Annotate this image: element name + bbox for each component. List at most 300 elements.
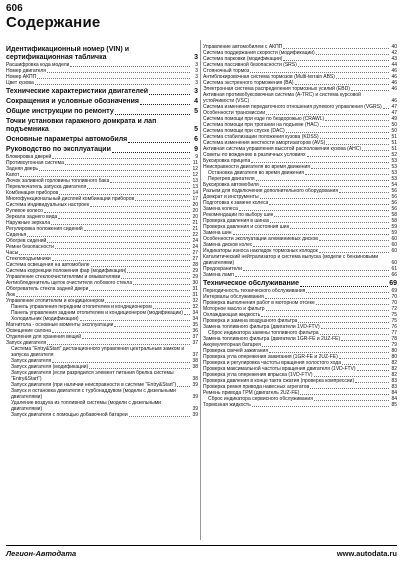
toc-page-number: 61: [391, 266, 397, 272]
toc-entry-title: Противоугонная система: [6, 160, 64, 166]
toc-dot-leader: [19, 254, 190, 255]
toc-page-number: 3: [195, 80, 198, 86]
toc-page-number: 46: [391, 80, 397, 86]
column-divider: [200, 40, 201, 540]
toc-entry-title: Особенности эксплуатации алюминиевых дисков: [203, 236, 318, 242]
toc-entry-title: Обогрев сидений: [6, 238, 47, 244]
toc-page-number: 78: [391, 336, 397, 342]
toc-entry[interactable]: [203, 254, 397, 266]
toc-dot-leader: [55, 248, 190, 249]
toc-dot-leader: [127, 272, 190, 273]
toc-page-number: 53: [391, 176, 397, 182]
toc-page-number: 70: [391, 300, 397, 306]
toc-entry-title: Сиденья: [6, 232, 27, 238]
toc-dot-leader: [256, 180, 389, 181]
toc-dot-leader: [91, 266, 190, 267]
toc-dot-leader: [311, 168, 389, 169]
toc-dot-leader: [306, 292, 389, 293]
toc-entry-title: Проверка угла опережения зажигания (1GR-FE и 2UZ-FE): [203, 354, 338, 360]
toc-entry-title: Проверка давления и состояния шин: [203, 224, 290, 230]
toc-dot-leader: [286, 132, 389, 133]
toc-entry-title: Проверка ремня привода навесных агрегатов: [203, 384, 310, 390]
toc-entry-title: Проверка давления в шинах: [203, 218, 270, 224]
toc-dot-leader: [298, 322, 389, 323]
toc-page-number: 12: [192, 172, 198, 178]
toc-entry-title: Антиобледенитель щеток очистителя лобового стекла: [6, 280, 133, 286]
toc-dot-leader: [342, 364, 389, 365]
toc-page-number: 56: [391, 200, 397, 206]
toc-page-number: 9: [195, 154, 198, 160]
toc-entry-title: Система пассивной безопасности (SRS): [203, 62, 297, 68]
toc-entry[interactable]: [203, 402, 397, 408]
footer-publisher: Легион-Автодата: [6, 549, 77, 558]
toc-dot-leader: [339, 192, 389, 193]
toc-page-number: 70: [391, 294, 397, 300]
toc-page-number: 79: [391, 342, 397, 348]
toc-page-number: 52: [391, 152, 397, 158]
toc-page-number: 29: [192, 274, 198, 280]
toc-dot-leader: [310, 388, 389, 389]
toc-entry-title: Антиблокировочная система тормозов (Multi-terrain ABS): [203, 74, 335, 80]
toc-dot-leader: [260, 198, 389, 199]
toc-dot-leader: [362, 150, 389, 151]
toc-dot-leader: [298, 66, 389, 67]
toc-page-number: 60: [391, 242, 397, 248]
toc-page-number: 27: [192, 256, 198, 262]
toc-dot-leader: [283, 60, 389, 61]
toc-page-number: 3: [195, 74, 198, 80]
toc-entry-title: Проверка выполнения работ в моторном отсеке: [203, 300, 315, 306]
toc-entry-title: Ремни безопасности: [6, 244, 54, 250]
toc-page-number: 14: [192, 190, 198, 196]
toc-entry-title: Переключатель запуска двигателя: [6, 184, 87, 190]
footer-website[interactable]: www.autodata.ru: [336, 549, 397, 558]
toc-page-number: 39: [192, 382, 198, 388]
toc-page-number: 11: [192, 160, 198, 166]
toc-page-number: 27: [192, 250, 198, 256]
toc-dot-leader: [70, 66, 190, 67]
toc-page-number: 50: [391, 128, 397, 134]
toc-entry-title: Система “Entry&Start” дистанционного управления центральным замком и запуска двигателя: [11, 346, 185, 358]
toc-section-heading[interactable]: [6, 108, 198, 116]
toc-page-number: 17: [192, 196, 198, 202]
toc-entry-title: Электронная система распределения тормозных усилий (EBD): [203, 86, 350, 92]
toc-page-number: 9: [194, 146, 198, 153]
toc-dot-leader: [133, 284, 190, 285]
toc-entry-title: Предохранители: [203, 266, 242, 272]
toc-dot-leader: [105, 302, 190, 303]
toc-page-number: 59: [391, 224, 397, 230]
toc-dot-leader: [339, 358, 389, 359]
toc-dot-leader: [326, 144, 389, 145]
toc-dot-leader: [341, 340, 389, 341]
toc-dot-leader: [239, 210, 389, 211]
toc-entry-title: Система освещения на автомобиле: [6, 262, 90, 268]
toc-dot-leader: [305, 174, 389, 175]
toc-entry[interactable]: [6, 400, 198, 412]
toc-entry-title: Сброс индикатора сервисного обслуживания: [208, 396, 313, 402]
toc-entry-title: Технические характеристики двигателей: [6, 88, 149, 95]
toc-entry-title: Запуск двигателя (модификации): [11, 364, 89, 370]
toc-entry-title: Система индивидуальных настроек: [6, 202, 90, 208]
toc-dot-leader: [320, 138, 389, 139]
toc-page-number: 53: [391, 158, 397, 164]
toc-page-number: 82: [391, 372, 397, 378]
toc-section-heading[interactable]: [6, 118, 198, 134]
toc-dot-leader: [121, 278, 190, 279]
toc-entry[interactable]: [6, 412, 198, 418]
page-number: 606: [6, 3, 23, 14]
toc-page-number: 60: [391, 236, 397, 242]
toc-entry[interactable]: [6, 388, 198, 400]
toc-entry-title: Цвет кузова: [6, 80, 34, 86]
toc-page-number: 49: [391, 116, 397, 122]
toc-page-number: 58: [391, 212, 397, 218]
toc-dot-leader: [65, 164, 190, 165]
toc-page-number: 39: [192, 406, 198, 412]
toc-entry-title: Идентификационный номер (VIN) и сертификационная табличка: [6, 46, 129, 61]
toc-entry-title: Проверка давления в конце такта сжатия (проверка компрессии): [203, 378, 355, 384]
toc-entry-title: Управление отопителем и кондиционером: [6, 298, 105, 304]
toc-entry-title: Номер двигателя: [6, 68, 47, 74]
toc-entry-title: Отделения для хранения вещей: [6, 334, 82, 340]
toc-entry-title: Каталитический нейтрализатор и система выпуска (модели с бензиновыми двигателями): [203, 254, 379, 266]
toc-left-column: [6, 44, 198, 418]
toc-dot-leader: [283, 48, 389, 49]
toc-page-number: 13: [192, 184, 198, 190]
toc-page-number: 59: [391, 230, 397, 236]
toc-entry-title: Перегрев двигателя: [208, 176, 255, 182]
toc-page-number: 24: [192, 244, 198, 250]
toc-entry-title: Проверка угла опережения впрыска (1VD-FTV): [203, 372, 313, 378]
toc-entry-title: Интервалы обслуживания: [203, 294, 264, 300]
toc-entry-title: Советы по вождению в различных условиях: [203, 152, 306, 158]
toc-entry-title: Подготовка к замене колеса: [203, 200, 269, 206]
toc-entry-title: Проверка максимальной частоты вращения двигателя (1VD-FTV): [203, 366, 356, 372]
toc-entry-title: Лючок заливной горловины топливного бака: [6, 178, 110, 184]
toc-entry-title: Управление автомобилем с АКПП: [203, 44, 283, 50]
toc-right-column: [203, 44, 397, 408]
toc-entry-title: Неисправности двигателя во время движения: [203, 164, 311, 170]
toc-page-number: 75: [391, 312, 397, 318]
toc-page-number: 3: [195, 62, 198, 68]
toc-entry-title: Система экстренного торможения (BA): [203, 80, 294, 86]
toc-dot-leader: [357, 370, 389, 371]
toc-section-heading[interactable]: [6, 146, 198, 154]
toc-entry-title: Зеркала заднего вида: [6, 214, 58, 220]
toc-entry-title: Замена топливного фильтра (двигатели 1VD-FTV): [203, 324, 320, 330]
toc-entry-title: Холодильник (модификации): [11, 316, 79, 322]
toc-entry-title: Буксировка прицепа: [203, 158, 251, 164]
toc-page-number: 39: [192, 412, 198, 418]
toc-page-number: 21: [192, 226, 198, 232]
toc-page-number: 53: [391, 170, 397, 176]
toc-entry-title: Система поддержания скорости (модификации): [203, 50, 315, 56]
toc-section-heading[interactable]: [203, 280, 397, 288]
toc-entry-title: Стеклоподъемники: [6, 256, 51, 262]
toc-entry-title: Стояночный тормоз: [203, 68, 250, 74]
toc-dot-leader: [149, 94, 190, 95]
toc-entry-title: Сброс индикатора замены топливного фильтра: [208, 330, 319, 336]
toc-entry[interactable]: [203, 272, 397, 278]
toc-entry-title: Люк: [6, 292, 16, 298]
toc-entry-title: Проверка и замена воздушного фильтра: [203, 318, 298, 324]
toc-page-number: 31: [192, 292, 198, 298]
toc-dot-leader: [351, 90, 389, 91]
toc-entry-title: Комбинация приборов: [6, 190, 59, 196]
toc-page-number: 31: [192, 286, 198, 292]
toc-dot-leader: [383, 108, 389, 109]
toc-dot-leader: [20, 176, 190, 177]
toc-dot-leader: [336, 78, 389, 79]
toc-dot-leader: [90, 206, 190, 207]
toc-page-number: 51: [391, 140, 397, 146]
toc-section-heading[interactable]: [6, 98, 198, 106]
toc-page-number: 34: [192, 316, 198, 322]
toc-dot-leader: [89, 290, 190, 291]
toc-dot-leader: [320, 334, 389, 335]
toc-entry-title: Буксировка автомобиля: [203, 182, 259, 188]
toc-page-number: 46: [391, 98, 397, 104]
toc-dot-leader: [89, 368, 190, 369]
toc-page-number: 82: [391, 360, 397, 366]
toc-entry-title: Управление стеклоочистителями и омывателями: [6, 274, 121, 280]
toc-dot-leader: [110, 182, 190, 183]
toc-dot-leader: [47, 72, 190, 73]
toc-dot-leader: [177, 386, 190, 387]
toc-entry-title: Система изменения передаточного отношения рулевого управления (VGRS): [203, 104, 382, 110]
toc-page-number: 35: [192, 322, 198, 328]
toc-dot-leader: [52, 158, 190, 159]
toc-dot-leader: [250, 72, 389, 73]
toc-dot-leader: [266, 310, 389, 311]
toc-page-number: 38: [192, 376, 198, 382]
toc-entry-title: Капот: [6, 172, 20, 178]
toc-page-number: 3: [195, 68, 198, 74]
toc-page-number: 37: [192, 352, 198, 358]
toc-entry-title: Замена топливного фильтра (двигатели 1GR-FE и 2UZ-FE): [203, 336, 341, 342]
toc-entry-title: Панель управления передним отопителем и кондиционером: [11, 304, 152, 310]
toc-dot-leader: [260, 186, 389, 187]
toc-entry[interactable]: [6, 80, 198, 86]
toc-entry-title: Система помощи при трогании на подъеме (HAC): [203, 122, 319, 128]
toc-entry-title: Номер АКПП: [6, 74, 37, 80]
toc-page-number: 13: [192, 178, 198, 184]
toc-page-number: 6: [194, 136, 198, 143]
toc-page-number: 58: [391, 218, 397, 224]
toc-dot-leader: [87, 188, 190, 189]
toc-entry-title: Замена шин: [203, 230, 232, 236]
toc-dot-leader: [253, 246, 389, 247]
toc-page-number: 43: [391, 56, 397, 62]
toc-page-number: 38: [192, 364, 198, 370]
toc-page-number: 76: [391, 324, 397, 330]
toc-section-heading[interactable]: [6, 46, 198, 62]
toc-page-number: 38: [192, 358, 198, 364]
toc-entry-title: Запуск двигателя (если разрядился элемент питания брелка системы “Entry&Start”): [11, 370, 174, 382]
page-title: Содержание: [6, 14, 101, 31]
toc-dot-leader: [325, 120, 389, 121]
toc-entry-title: Магнитола - основные моменты эксплуатации: [6, 322, 114, 328]
toc-entry-title: Расшифровка кода модели: [6, 62, 70, 68]
toc-page-number: 46: [391, 74, 397, 80]
toc-section-heading[interactable]: [6, 136, 198, 144]
toc-entry-title: Панель управления задним отопителем и кондиционером (модификации): [11, 310, 183, 316]
toc-entry-title: Остановка двигателя во время движения: [208, 170, 304, 176]
toc-dot-leader: [314, 376, 389, 377]
toc-page-number: 80: [391, 354, 397, 360]
toc-page-number: 22: [192, 232, 198, 238]
toc-dot-leader: [39, 170, 190, 171]
toc-page-number: 46: [391, 86, 397, 92]
toc-dot-leader: [82, 338, 190, 339]
toc-page-number: 40: [391, 44, 397, 50]
toc-dot-leader: [314, 400, 389, 401]
toc-entry-title: Особенности трансмиссии: [203, 110, 266, 116]
toc-page-number: 50: [391, 122, 397, 128]
toc-section-heading[interactable]: [6, 88, 198, 96]
toc-dot-leader: [35, 84, 190, 85]
toc-page-number: 84: [391, 396, 397, 402]
toc-entry-title: Рекомендации по выбору шин: [203, 212, 274, 218]
toc-page-number: 56: [391, 206, 397, 212]
toc-entry[interactable]: [6, 370, 198, 382]
toc-dot-leader: [316, 54, 389, 55]
toc-dot-leader: [295, 84, 389, 85]
toc-dot-leader: [269, 352, 389, 353]
toc-page-number: 69: [389, 280, 397, 287]
toc-page-number: 3: [194, 88, 198, 95]
toc-entry-title: Задняя дверь: [6, 166, 38, 172]
toc-entry-title: Домкрат и инструменты: [203, 194, 259, 200]
toc-dot-leader: [37, 78, 190, 79]
toc-page-number: 51: [391, 146, 397, 152]
toc-page-number: 30: [192, 280, 198, 286]
toc-dot-leader: [319, 252, 389, 253]
toc-page-number: 84: [391, 390, 397, 396]
toc-dot-leader: [251, 162, 389, 163]
toc-dot-leader: [114, 326, 190, 327]
toc-dot-leader: [269, 204, 389, 205]
toc-dot-leader: [316, 304, 389, 305]
toc-dot-leader: [51, 224, 190, 225]
toc-page-number: 5: [194, 108, 198, 115]
toc-entry-title: Запуск двигателя: [11, 358, 52, 364]
toc-entry-title: Техническое обслуживание: [203, 280, 299, 287]
footer-rule: [6, 545, 397, 546]
toc-dot-leader: [274, 216, 389, 217]
toc-dot-leader: [52, 362, 190, 363]
toc-entry-title: Запуск двигателя (при наличии неисправности в системе “Entry&Start”): [11, 382, 177, 388]
toc-entry-title: Замена дисков колес: [203, 242, 253, 248]
toc-entry-title: Тормозная жидкость: [203, 402, 251, 408]
toc-entry-title: Замена ламп: [203, 272, 234, 278]
toc-entry-title: Часы: [6, 250, 19, 256]
toc-page-number: 75: [391, 318, 397, 324]
toc-dot-leader: [44, 212, 190, 213]
toc-dot-leader: [321, 328, 389, 329]
toc-page-number: 83: [391, 384, 397, 390]
toc-dot-leader: [265, 298, 389, 299]
toc-entry-title: Индикаторы износа накладок тормозных колодок: [203, 248, 318, 254]
toc-page-number: 77: [391, 330, 397, 336]
toc-page-number: 80: [391, 348, 397, 354]
toc-dot-leader: [52, 260, 190, 261]
toc-entry-title: Регулировка положения сидений: [6, 226, 83, 232]
toc-dot-leader: [252, 406, 389, 407]
toc-entry-title: Общие инструкции по ремонту: [6, 108, 114, 115]
toc-entry-title: Проверка и регулировка частоты вращения холостого хода: [203, 360, 341, 366]
toc-entry[interactable]: [6, 346, 198, 358]
toc-page-number: 34: [192, 310, 198, 316]
toc-dot-leader: [47, 344, 190, 345]
toc-dot-leader: [262, 346, 389, 347]
toc-page-number: 32: [192, 298, 198, 304]
toc-entry-title: Освещение салона: [6, 328, 51, 334]
toc-entry-title: Проверка свечей зажигания: [203, 348, 269, 354]
toc-page-number: 47: [391, 104, 397, 110]
toc-page-number: 12: [192, 166, 198, 172]
toc-dot-leader: [52, 332, 190, 333]
toc-entry-title: Многофункциональный дисплей комбинации приборов: [6, 196, 135, 202]
toc-dot-leader: [16, 296, 190, 297]
toc-entry-title: Аккумуляторная батарея: [203, 342, 261, 348]
toc-dot-leader: [184, 314, 190, 315]
toc-entry-title: Активная противобуксовочная система (A-TRC) и система курсовой устойчивости (VSC): [203, 92, 361, 104]
toc-entry-title: Система помощи при спуске (DAC): [203, 128, 285, 134]
toc-page-number: 66: [391, 272, 397, 278]
toc-page-number: 29: [192, 268, 198, 274]
toc-dot-leader: [140, 104, 190, 105]
toc-page-number: 72: [391, 306, 397, 312]
toc-dot-leader: [153, 308, 190, 309]
toc-entry-title: Наружные зеркала: [6, 220, 51, 226]
toc-dot-leader: [129, 416, 190, 417]
toc-entry-title: Система изменения жесткости амортизаторов (AVS): [203, 140, 326, 146]
toc-dot-leader: [47, 242, 190, 243]
toc-dot-leader: [27, 236, 190, 237]
toc-dot-leader: [233, 234, 389, 235]
toc-entry[interactable]: [203, 92, 397, 104]
toc-entry-title: Ремень привода ГРМ (двигатель 2UZ-FE): [203, 390, 300, 396]
toc-page-number: 53: [391, 164, 397, 170]
toc-page-number: 39: [192, 394, 198, 400]
toc-page-number: 85: [391, 402, 397, 408]
toc-page-number: 42: [391, 50, 397, 56]
toc-entry-title: Система парковки (модификации): [203, 56, 283, 62]
toc-dot-leader: [266, 114, 389, 115]
toc-page-number: 37: [192, 334, 198, 340]
toc-page-number: 20: [192, 202, 198, 208]
toc-dot-leader: [300, 286, 388, 287]
toc-dot-leader: [112, 152, 190, 153]
toc-page-number: 51: [391, 134, 397, 140]
toc-dot-leader: [59, 194, 190, 195]
toc-page-number: 83: [391, 378, 397, 384]
toc-dot-leader: [235, 276, 389, 277]
toc-entry-title: Запуск и остановка двигателя с турбонаддувом (модели с дизельными двигателями): [11, 388, 176, 400]
toc-page-number: 5: [194, 126, 198, 133]
toc-entry-title: Разъем для подключения дополнительного оборудования: [203, 188, 339, 194]
toc-dot-leader: [307, 156, 389, 157]
toc-entry-title: Охлаждающая жидкость: [203, 312, 261, 318]
toc-page-number: 32: [192, 304, 198, 310]
toc-entry-title: Блокировка дверей: [6, 154, 52, 160]
toc-page-number: 69: [391, 288, 397, 294]
toc-page-number: 82: [391, 366, 397, 372]
toc-page-number: 60: [391, 260, 397, 266]
toc-entry-title: Сокращения и условные обозначения: [6, 98, 139, 105]
